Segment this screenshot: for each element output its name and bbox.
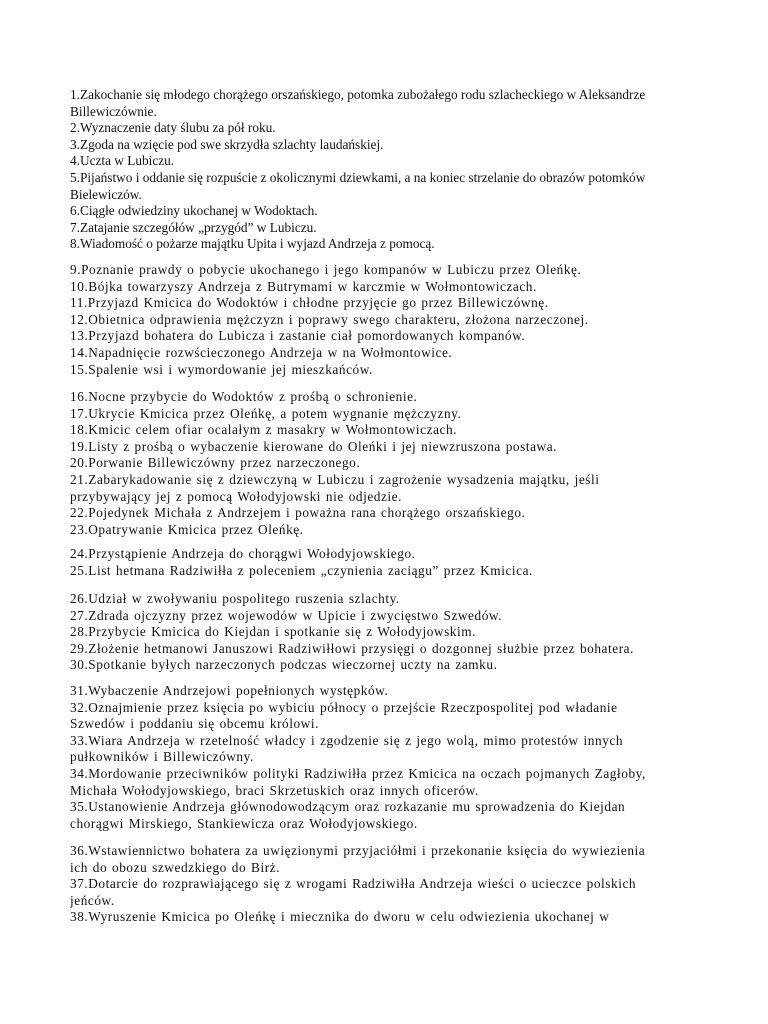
plan-line: 32.Oznajmienie przez księcia po wybiciu północy o przejście Rzeczpospolitej pod władanie [70, 699, 618, 715]
plan-line: 35.Ustanowienie Andrzeja głównodowodzącym oraz rozkazanie mu sprowadzenia do Kiejdan [70, 799, 626, 815]
plan-section-4 [70, 546, 710, 579]
plan-line: 14.Napadnięcie rozwścieczonego Andrzeja w na Wołmontowice. [70, 344, 453, 360]
plan-line: Bielewiczów. [70, 186, 142, 202]
plan-line: 37.Dotarcie do rozprawiającego się z wrogami Radziwiłła Andrzeja wieści o ucieczce polskich [70, 876, 637, 892]
plan-line: 33.Wiara Andrzeja w rzetelność władcy i zgodzenie się z jego wolą, mimo protestów innych [70, 732, 624, 748]
plan-line: przybywający jej z pomocą Wołodyjowski nie odjedzie. [70, 488, 403, 504]
plan-line: Michała Wołodyjowskiego, braci Skrzetuskich oraz innych oficerów. [70, 782, 479, 798]
plan-line: 23.Opatrywanie Kmicica przez Oleńkę. [70, 521, 304, 537]
plan-line: jeńców. [70, 892, 115, 908]
plan-line: 24.Przystąpienie Andrzeja do chorągwi Wołodyjowskiego. [70, 546, 416, 561]
plan-line: 29.Złożenie hetmanowi Januszowi Radziwiłłowi przysięgi o dozgonnej służbie przez bohatera. [70, 640, 634, 656]
plan-line: 18.Kmicic celem ofiar ocalałym z masakry w Wołmontowiczach. [70, 422, 458, 438]
plan-line: 13.Przyjazd bohatera do Lubicza i zastanie ciał pomordowanych kompanów. [70, 328, 526, 344]
plan-line: 15.Spalenie wsi i wymordowanie jej mieszkańców. [70, 361, 373, 377]
plan-line: Billewiczównie. [70, 103, 157, 119]
plan-line: Szwedów i poddaniu się obcemu królowi. [70, 716, 319, 732]
plan-line: 22.Pojedynek Michała z Andrzejem i poważna rana chorążego orszańskiego. [70, 505, 526, 521]
plan-line: 11.Przyjazd Kmicica do Wodoktów i chłodne przyjęcie go przez Billewiczównę. [70, 295, 549, 311]
plan-line: 10.Bójka towarzyszy Andrzeja z Butrymami w karczmie w Wołmontowiczach. [70, 278, 537, 294]
plan-line: 1.Zakochanie się młodego chorążego orszańskiego, potomka zubożałego rodu szlacheckiego w Aleksandrze [70, 87, 646, 102]
plan-line: 9.Poznanie prawdy o pobycie ukochanego i jego kompanów w Lubiczu przez Oleńkę. [70, 262, 582, 277]
plan-line: 36.Wstawiennictwo bohatera za uwięzionymi przyjaciółmi i przekonanie księcia do wywiezienia [70, 843, 646, 858]
plan-section-6 [70, 683, 710, 832]
plan-line: 20.Porwanie Billewiczówny przez narzeczonego. [70, 455, 361, 471]
plan-line: 21.Zabarykadowanie się z dziewczyną w Lubiczu i zagrożenie wysadzenia majątku, jeśli [70, 471, 600, 487]
plan-section-1 [70, 87, 710, 253]
plan-line: 3.Zgoda na wzięcie pod swe skrzydła szlachty laudańskiej. [70, 136, 384, 152]
plan-line: 25.List hetmana Radziwiłła z poleceniem „czynienia zaciągu” przez Kmicica. [70, 562, 533, 578]
plan-line: 2.Wyznaczenie daty ślubu za pół roku. [70, 120, 276, 136]
plan-line: 16.Nocne przybycie do Wodoktów z prośbą o schronienie. [70, 389, 418, 404]
plan-line: 19.Listy z prośbą o wybaczenie kierowane do Oleńki i jej niewzruszona postawa. [70, 438, 558, 454]
plan-section-5 [70, 591, 710, 674]
plan-section-3 [70, 389, 710, 538]
plan-line: 30.Spotkanie byłych narzeczonych podczas wieczornej uczty na zamku. [70, 657, 498, 673]
plan-line: 34.Mordowanie przeciwników polityki Radziwiłła przez Kmicica na oczach pojmanych Zagłoby, [70, 765, 646, 781]
plan-line: 28.Przybycie Kmicica do Kiejdan i spotkanie się z Wołodyjowskim. [70, 624, 476, 640]
plan-line: 31.Wybaczenie Andrzejowi popełnionych występków. [70, 683, 389, 698]
plan-line: chorągwi Mirskiego, Stankiewicza oraz Wołodyjowskiego. [70, 815, 418, 831]
plan-line: 7.Zatajanie szczegółów „przygód” w Lubiczu. [70, 219, 317, 235]
plan-line: pułkowników i Billewiczówny. [70, 749, 254, 765]
plan-line: 38.Wyruszenie Kmicica po Oleńkę i miecznika do dworu w celu odwiezienia ukochanej w [70, 909, 610, 925]
plan-line: 17.Ukrycie Kmicica przez Oleńkę, a potem wygnanie mężczyzny. [70, 405, 462, 421]
plan-line: 27.Zdrada ojczyzny przez wojewodów w Upicie i zwycięstwo Szwedów. [70, 607, 503, 623]
plan-section-7 [70, 843, 710, 926]
plan-line: 6.Ciągłe odwiedziny ukochanej w Wodoktach. [70, 203, 318, 219]
plan-line: ich do obozu szwedzkiego do Birż. [70, 859, 280, 875]
plan-line: 5.Pijaństwo i oddanie się rozpuście z okolicznymi dziewkami, a na koniec strzelanie do obrazów potomków [70, 169, 646, 185]
plan-section-2 [70, 262, 710, 378]
plan-line: 8.Wiadomość o pożarze majątku Upita i wyjazd Andrzeja z pomocą. [70, 236, 435, 252]
plan-line: 12.Obietnica odprawienia mężczyzn i poprawy swego charakteru, złożona narzeczonej. [70, 311, 589, 327]
plan-line: 4.Uczta w Lubiczu. [70, 153, 175, 169]
plan-line: 26.Udział w zwoływaniu pospolitego ruszenia szlachty. [70, 591, 400, 606]
